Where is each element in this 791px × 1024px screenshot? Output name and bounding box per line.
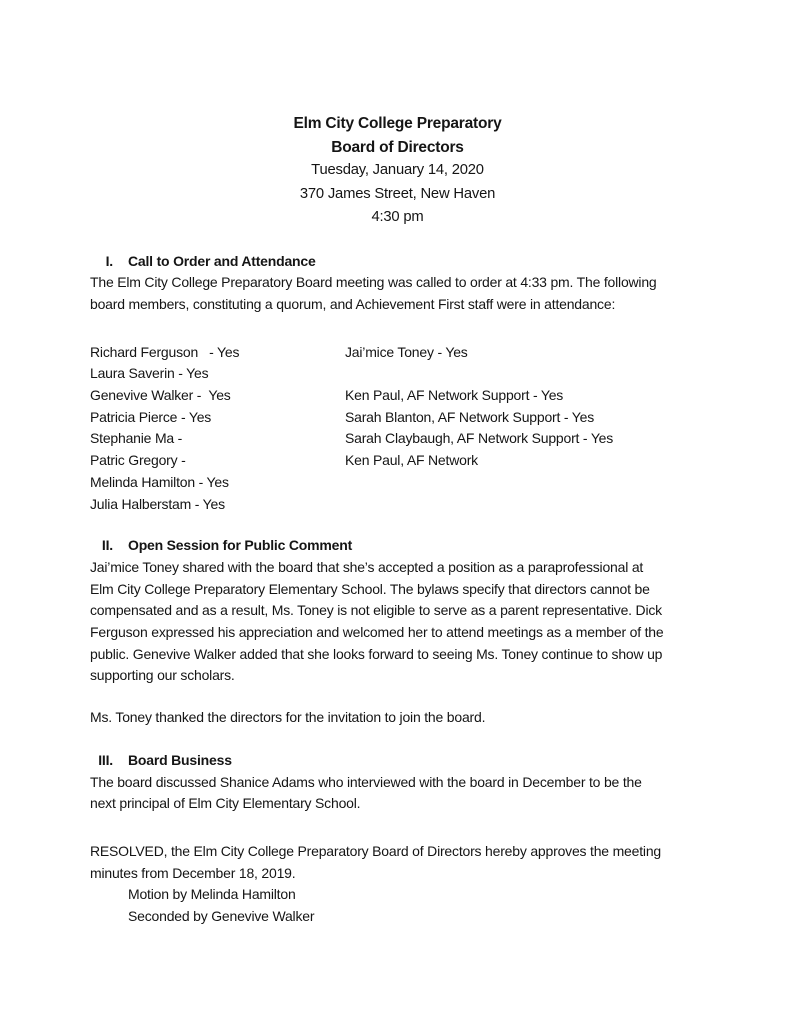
meeting-time: 4:30 pm bbox=[371, 209, 424, 225]
attendee-name-left: Julia Halberstam - Yes bbox=[90, 495, 225, 512]
section-title: Open Session for Public Comment bbox=[128, 537, 353, 554]
text-line: Elm City College Preparatory Elementary School. The bylaws specify that directors cannot be bbox=[90, 580, 650, 597]
attendance-row bbox=[90, 450, 705, 472]
section-heading bbox=[90, 750, 705, 772]
document-header bbox=[90, 112, 705, 230]
meeting-date: Tuesday, January 14, 2020 bbox=[311, 162, 484, 178]
text-line: RESOLVED, the Elm City College Preparatory Board of Directors hereby approves the meeting bbox=[90, 842, 661, 859]
text-line: Jai’mice Toney shared with the board that she’s accepted a position as a paraprofessional at bbox=[90, 558, 644, 575]
text-line: The Elm City College Preparatory Board meeting was called to order at 4:33 pm. The following bbox=[90, 274, 657, 291]
section-numeral: II. bbox=[101, 537, 113, 554]
text-line: next principal of Elm City Elementary School. bbox=[90, 795, 361, 812]
section-title: Board Business bbox=[128, 751, 232, 768]
attendance-row bbox=[90, 472, 705, 494]
document-title: Elm City College Preparatory bbox=[293, 115, 502, 132]
motion-line: Motion by Melinda Hamilton bbox=[128, 886, 296, 903]
meeting-address: 370 James Street, New Haven bbox=[299, 185, 496, 202]
attendance-row bbox=[90, 385, 705, 407]
section-call-to-order bbox=[90, 251, 705, 316]
attendee-name-right: Sarah Blanton, AF Network Support - Yes bbox=[345, 408, 595, 425]
section-heading bbox=[90, 251, 705, 273]
attendee-name-right: Sarah Claybaugh, AF Network Support - Yes bbox=[345, 430, 614, 447]
resolution-paragraph bbox=[90, 841, 705, 884]
attendance-row bbox=[90, 494, 705, 516]
attendee-name-right bbox=[345, 472, 705, 494]
section-heading bbox=[90, 535, 705, 557]
public-comment-paragraph bbox=[90, 557, 705, 687]
toney-thanks-paragraph bbox=[90, 707, 705, 729]
attendee-name-left: Patric Gregory - bbox=[90, 452, 186, 469]
text-line: public. Genevive Walker added that she looks forward to seeing Ms. Toney continue to show up bbox=[90, 645, 663, 662]
text-line: supporting our scholars. bbox=[90, 667, 235, 684]
text-line: board members, constituting a quorum, and Achievement First staff were in attendance: bbox=[90, 295, 616, 312]
attendance-row bbox=[90, 363, 705, 385]
text-line: compensated and as a result, Ms. Toney is not eligible to serve as a parent representative. Dick bbox=[90, 602, 662, 619]
text-line: minutes from December 18, 2019. bbox=[90, 864, 296, 881]
attendance-row bbox=[90, 342, 705, 364]
attendance-row bbox=[90, 407, 705, 429]
text-line: The board discussed Shanice Adams who interviewed with the board in December to be the bbox=[90, 773, 642, 790]
text-line: Ms. Toney thanked the directors for the invitation to join the board. bbox=[90, 709, 486, 726]
document-subtitle: Board of Directors bbox=[331, 138, 464, 156]
attendee-name-right bbox=[345, 494, 705, 516]
section-board-business bbox=[90, 750, 705, 928]
text-line: Ferguson expressed his appreciation and welcomed her to attend meetings as a member of the bbox=[90, 624, 664, 641]
board-business-paragraph bbox=[90, 772, 705, 815]
attendee-name-left: Laura Saverin - Yes bbox=[90, 365, 209, 382]
attendance-list bbox=[90, 342, 705, 516]
call-to-order-paragraph bbox=[90, 272, 705, 315]
attendee-name-right bbox=[345, 363, 705, 385]
attendee-name-left: Richard Ferguson - Yes bbox=[90, 343, 240, 360]
section-numeral: III. bbox=[98, 751, 113, 768]
attendee-name-left: Patricia Pierce - Yes bbox=[90, 408, 212, 425]
attendee-name-left: Genevive Walker - Yes bbox=[90, 387, 231, 404]
attendee-name-left: Stephanie Ma - bbox=[90, 430, 183, 447]
attendee-name-left: Melinda Hamilton - Yes bbox=[90, 473, 229, 490]
section-title: Call to Order and Attendance bbox=[128, 252, 316, 269]
attendee-name-right: Jai’mice Toney - Yes bbox=[345, 343, 468, 360]
section-numeral: I. bbox=[105, 252, 113, 269]
seconded-line: Seconded by Genevive Walker bbox=[128, 908, 315, 925]
attendee-name-right: Ken Paul, AF Network Support - Yes bbox=[345, 387, 564, 404]
section-public-comment bbox=[90, 535, 705, 729]
attendance-row bbox=[90, 428, 705, 450]
attendee-name-right: Ken Paul, AF Network bbox=[345, 452, 478, 469]
